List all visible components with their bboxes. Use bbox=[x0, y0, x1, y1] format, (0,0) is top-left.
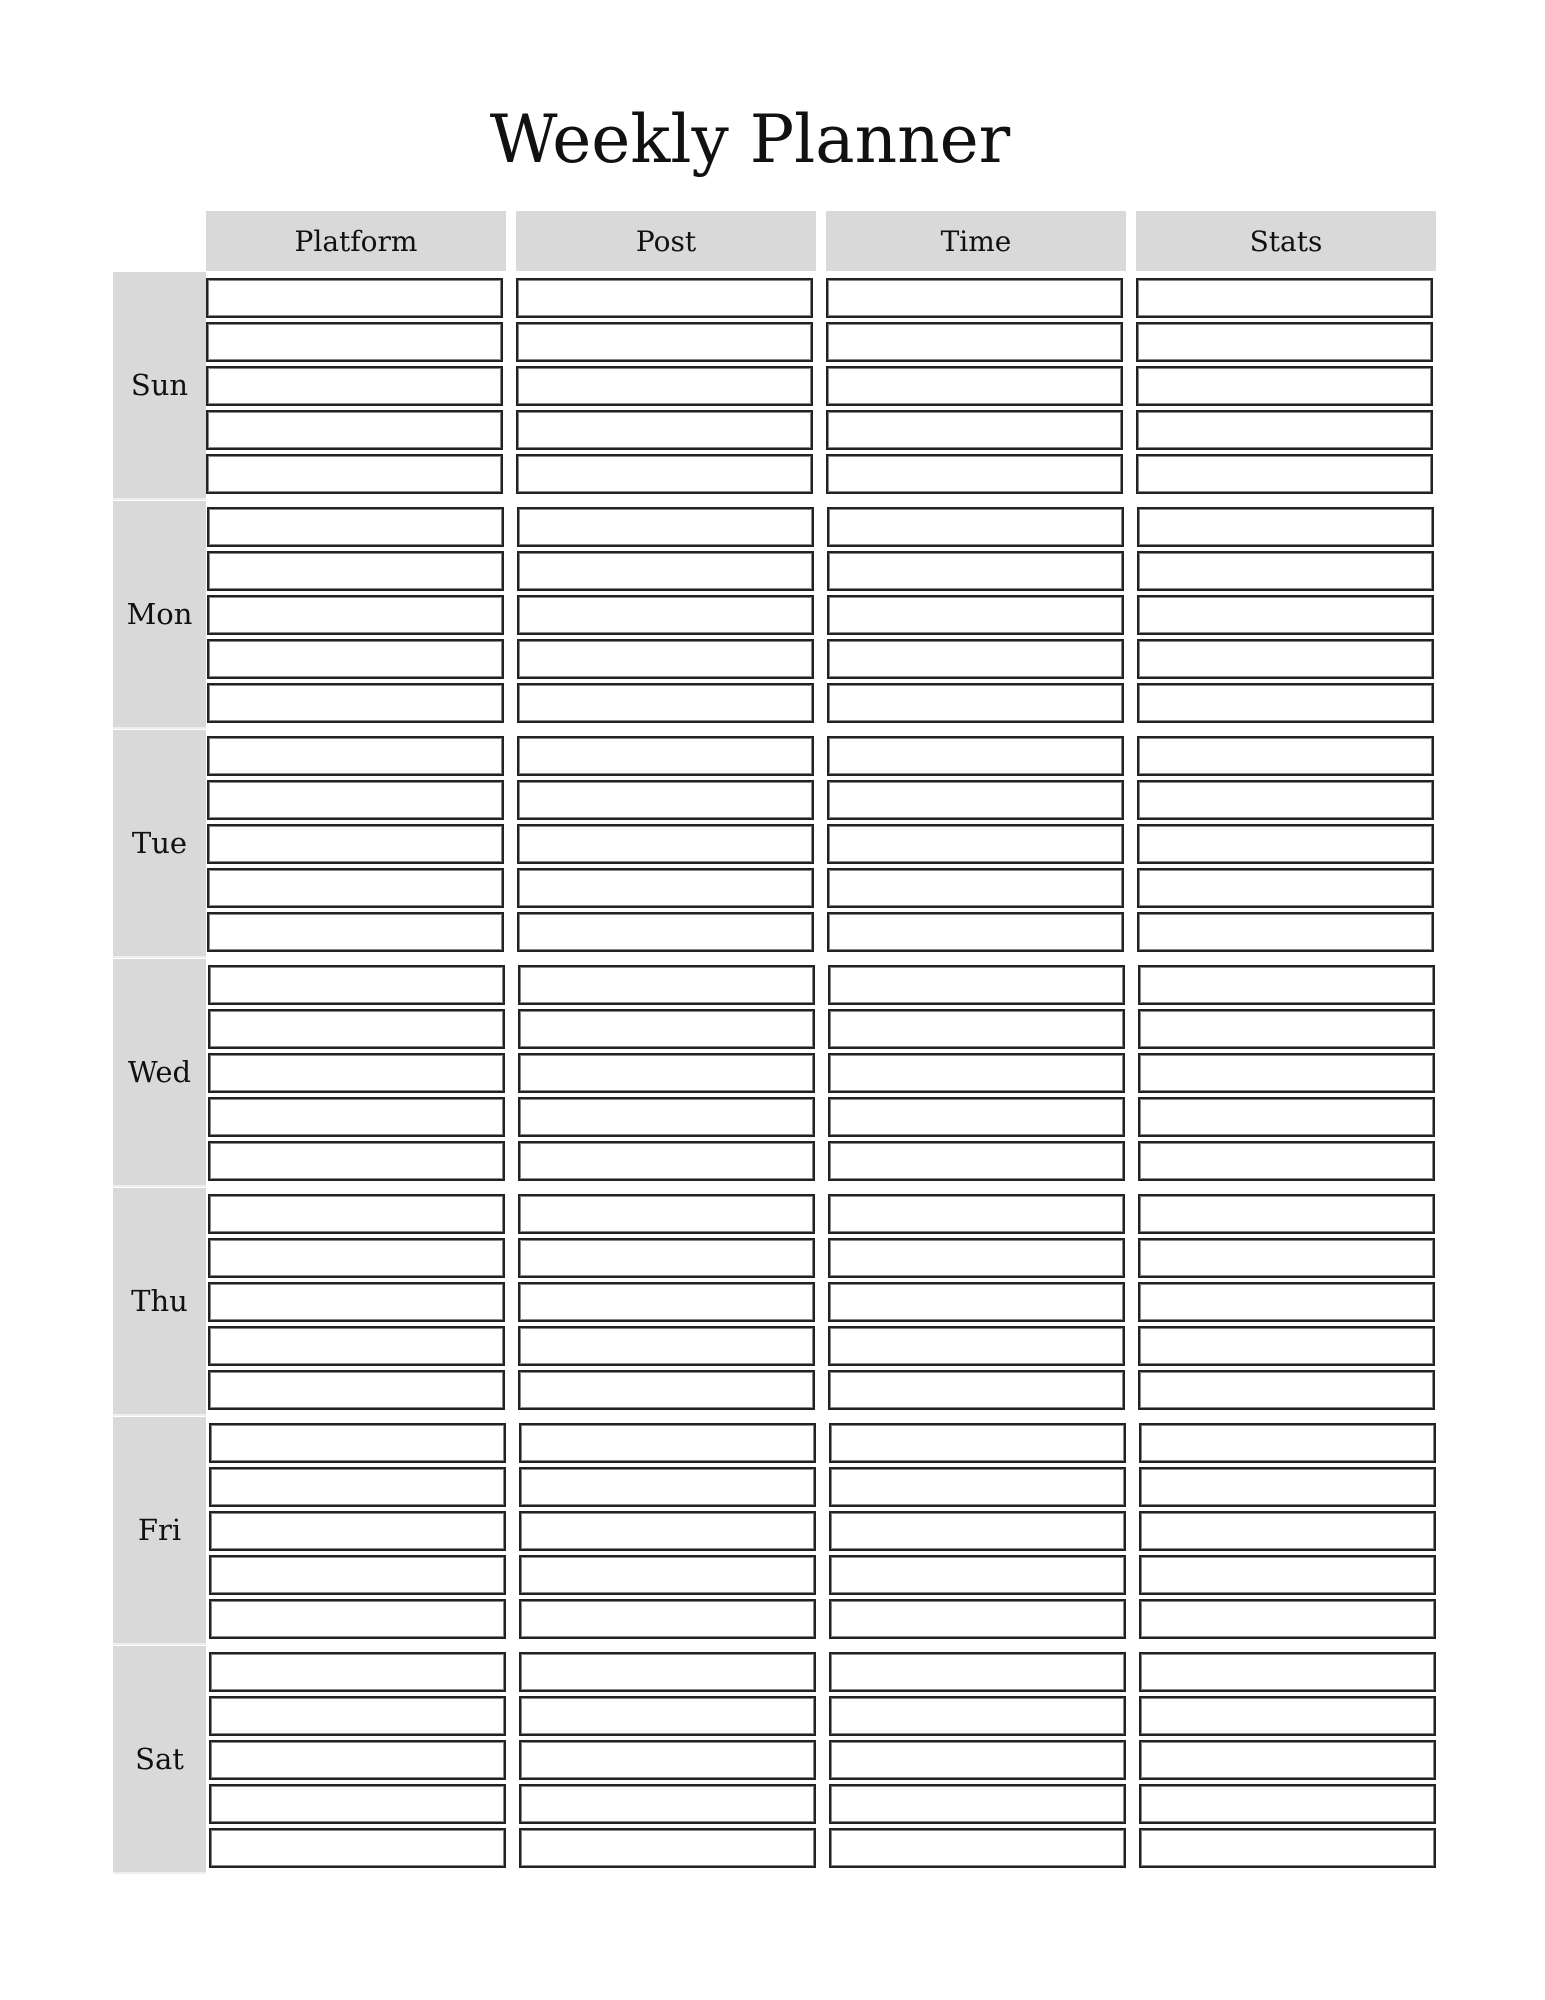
entry-field-mon-stats[interactable] bbox=[1137, 683, 1434, 723]
entry-field-fri-time[interactable] bbox=[829, 1423, 1126, 1463]
entry-field-sun-platform[interactable] bbox=[206, 454, 503, 494]
entry-field-thu-post[interactable] bbox=[518, 1194, 815, 1234]
entry-field-mon-platform[interactable] bbox=[207, 683, 504, 723]
entry-field-sun-post[interactable] bbox=[516, 410, 813, 450]
day-label-sun: Sun bbox=[113, 272, 206, 500]
entry-field-tue-stats[interactable] bbox=[1137, 780, 1434, 820]
entry-field-fri-time[interactable] bbox=[829, 1467, 1126, 1507]
entry-field-tue-stats[interactable] bbox=[1137, 868, 1434, 908]
entry-field-sun-post[interactable] bbox=[516, 278, 813, 318]
entry-field-fri-stats[interactable] bbox=[1139, 1511, 1436, 1551]
entry-field-thu-time[interactable] bbox=[828, 1194, 1125, 1234]
entry-field-thu-post[interactable] bbox=[518, 1326, 815, 1366]
entry-field-mon-time[interactable] bbox=[827, 683, 1124, 723]
day-label-fri: Fri bbox=[113, 1417, 206, 1645]
entry-field-tue-stats[interactable] bbox=[1137, 912, 1434, 952]
entry-field-sat-time[interactable] bbox=[829, 1652, 1126, 1692]
entry-field-thu-stats[interactable] bbox=[1138, 1370, 1435, 1410]
column-header-stats: Stats bbox=[1136, 211, 1436, 271]
entry-field-mon-time[interactable] bbox=[827, 507, 1124, 547]
entry-field-mon-stats[interactable] bbox=[1137, 595, 1434, 635]
entry-field-sat-stats[interactable] bbox=[1139, 1828, 1436, 1868]
entry-field-thu-time[interactable] bbox=[828, 1370, 1125, 1410]
entry-field-fri-platform[interactable] bbox=[209, 1467, 506, 1507]
entry-field-wed-post[interactable] bbox=[518, 1009, 815, 1049]
entry-field-thu-time[interactable] bbox=[828, 1282, 1125, 1322]
entry-field-thu-post[interactable] bbox=[518, 1238, 815, 1278]
entry-field-fri-stats[interactable] bbox=[1139, 1423, 1436, 1463]
entry-field-wed-time[interactable] bbox=[828, 1053, 1125, 1093]
entry-field-sun-platform[interactable] bbox=[206, 322, 503, 362]
entry-field-sun-stats[interactable] bbox=[1136, 366, 1433, 406]
entry-field-sun-time[interactable] bbox=[826, 410, 1123, 450]
entry-field-mon-post[interactable] bbox=[517, 639, 814, 679]
entry-field-sat-time[interactable] bbox=[829, 1828, 1126, 1868]
entry-field-sun-time[interactable] bbox=[826, 454, 1123, 494]
entry-field-thu-time[interactable] bbox=[828, 1238, 1125, 1278]
entry-field-tue-post[interactable] bbox=[517, 912, 814, 952]
entry-field-thu-platform[interactable] bbox=[208, 1370, 505, 1410]
entry-field-wed-platform[interactable] bbox=[208, 965, 505, 1005]
entry-field-tue-platform[interactable] bbox=[207, 824, 504, 864]
day-label-sat: Sat bbox=[113, 1646, 206, 1874]
entry-field-sun-platform[interactable] bbox=[206, 410, 503, 450]
entry-field-wed-stats[interactable] bbox=[1138, 965, 1435, 1005]
entry-field-mon-platform[interactable] bbox=[207, 551, 504, 591]
day-label-wed: Wed bbox=[113, 959, 206, 1187]
entry-field-wed-platform[interactable] bbox=[208, 1141, 505, 1181]
day-label-mon: Mon bbox=[113, 501, 206, 729]
entry-field-mon-stats[interactable] bbox=[1137, 507, 1434, 547]
entry-field-wed-stats[interactable] bbox=[1138, 1053, 1435, 1093]
entry-field-wed-platform[interactable] bbox=[208, 1053, 505, 1093]
entry-field-sat-post[interactable] bbox=[519, 1828, 816, 1868]
entry-field-tue-time[interactable] bbox=[827, 780, 1124, 820]
entry-field-sun-time[interactable] bbox=[826, 322, 1123, 362]
entry-field-wed-stats[interactable] bbox=[1138, 1097, 1435, 1137]
entry-field-thu-platform[interactable] bbox=[208, 1326, 505, 1366]
entry-field-sun-stats[interactable] bbox=[1136, 322, 1433, 362]
entry-field-sun-time[interactable] bbox=[826, 278, 1123, 318]
entry-field-thu-stats[interactable] bbox=[1138, 1194, 1435, 1234]
entry-field-tue-post[interactable] bbox=[517, 780, 814, 820]
entry-field-wed-time[interactable] bbox=[828, 1141, 1125, 1181]
entry-field-thu-post[interactable] bbox=[518, 1282, 815, 1322]
entry-field-mon-post[interactable] bbox=[517, 551, 814, 591]
entry-field-wed-post[interactable] bbox=[518, 1053, 815, 1093]
entry-field-tue-time[interactable] bbox=[827, 912, 1124, 952]
entry-field-mon-post[interactable] bbox=[517, 683, 814, 723]
entry-field-wed-platform[interactable] bbox=[208, 1009, 505, 1049]
entry-field-fri-post[interactable] bbox=[519, 1467, 816, 1507]
entry-field-sun-time[interactable] bbox=[826, 366, 1123, 406]
entry-field-fri-post[interactable] bbox=[519, 1511, 816, 1551]
entry-field-mon-platform[interactable] bbox=[207, 595, 504, 635]
entry-field-sun-stats[interactable] bbox=[1136, 410, 1433, 450]
entry-field-wed-time[interactable] bbox=[828, 965, 1125, 1005]
entry-field-mon-platform[interactable] bbox=[207, 507, 504, 547]
entry-field-tue-platform[interactable] bbox=[207, 912, 504, 952]
entry-field-mon-time[interactable] bbox=[827, 551, 1124, 591]
entry-field-wed-platform[interactable] bbox=[208, 1097, 505, 1137]
entry-field-fri-stats[interactable] bbox=[1139, 1467, 1436, 1507]
entry-field-sat-post[interactable] bbox=[519, 1652, 816, 1692]
entry-field-sun-platform[interactable] bbox=[206, 278, 503, 318]
column-header-platform: Platform bbox=[206, 211, 506, 271]
entry-field-sun-post[interactable] bbox=[516, 454, 813, 494]
entry-field-thu-platform[interactable] bbox=[208, 1282, 505, 1322]
entry-field-mon-time[interactable] bbox=[827, 639, 1124, 679]
entry-field-thu-platform[interactable] bbox=[208, 1238, 505, 1278]
entry-field-fri-time[interactable] bbox=[829, 1599, 1126, 1639]
entry-field-wed-stats[interactable] bbox=[1138, 1009, 1435, 1049]
entry-field-sat-stats[interactable] bbox=[1139, 1696, 1436, 1736]
entry-field-sat-stats[interactable] bbox=[1139, 1652, 1436, 1692]
entry-field-fri-post[interactable] bbox=[519, 1423, 816, 1463]
entry-field-tue-platform[interactable] bbox=[207, 780, 504, 820]
entry-field-thu-time[interactable] bbox=[828, 1326, 1125, 1366]
entry-field-wed-stats[interactable] bbox=[1138, 1141, 1435, 1181]
entry-field-mon-post[interactable] bbox=[517, 507, 814, 547]
entry-field-sat-platform[interactable] bbox=[209, 1696, 506, 1736]
entry-field-tue-time[interactable] bbox=[827, 824, 1124, 864]
entry-field-tue-post[interactable] bbox=[517, 868, 814, 908]
entry-field-mon-time[interactable] bbox=[827, 595, 1124, 635]
entry-field-tue-stats[interactable] bbox=[1137, 736, 1434, 776]
column-header-post: Post bbox=[516, 211, 816, 271]
entry-field-thu-stats[interactable] bbox=[1138, 1238, 1435, 1278]
entry-field-thu-platform[interactable] bbox=[208, 1194, 505, 1234]
entry-field-mon-stats[interactable] bbox=[1137, 639, 1434, 679]
entry-field-fri-platform[interactable] bbox=[209, 1511, 506, 1551]
entry-field-fri-time[interactable] bbox=[829, 1511, 1126, 1551]
entry-field-wed-post[interactable] bbox=[518, 965, 815, 1005]
entry-field-tue-stats[interactable] bbox=[1137, 824, 1434, 864]
entry-field-sat-post[interactable] bbox=[519, 1696, 816, 1736]
entry-field-sun-post[interactable] bbox=[516, 366, 813, 406]
entry-field-tue-platform[interactable] bbox=[207, 736, 504, 776]
entry-field-sat-time[interactable] bbox=[829, 1740, 1126, 1780]
day-label-tue: Tue bbox=[113, 730, 206, 958]
entry-field-wed-time[interactable] bbox=[828, 1009, 1125, 1049]
entry-field-tue-time[interactable] bbox=[827, 736, 1124, 776]
entry-field-sat-platform[interactable] bbox=[209, 1740, 506, 1780]
entry-field-fri-platform[interactable] bbox=[209, 1423, 506, 1463]
entry-field-sat-stats[interactable] bbox=[1139, 1784, 1436, 1824]
entry-field-thu-stats[interactable] bbox=[1138, 1326, 1435, 1366]
entry-field-sun-stats[interactable] bbox=[1136, 454, 1433, 494]
entry-field-sun-stats[interactable] bbox=[1136, 278, 1433, 318]
entry-field-tue-platform[interactable] bbox=[207, 868, 504, 908]
entry-field-sat-platform[interactable] bbox=[209, 1784, 506, 1824]
entry-field-sat-stats[interactable] bbox=[1139, 1740, 1436, 1780]
entry-field-mon-stats[interactable] bbox=[1137, 551, 1434, 591]
entry-field-fri-post[interactable] bbox=[519, 1599, 816, 1639]
entry-field-sat-time[interactable] bbox=[829, 1696, 1126, 1736]
entry-field-fri-stats[interactable] bbox=[1139, 1599, 1436, 1639]
page-title: Weekly Planner bbox=[489, 101, 1011, 178]
entry-field-sun-platform[interactable] bbox=[206, 366, 503, 406]
entry-field-sat-platform[interactable] bbox=[209, 1652, 506, 1692]
entry-field-tue-post[interactable] bbox=[517, 736, 814, 776]
entry-field-fri-post[interactable] bbox=[519, 1555, 816, 1595]
entry-field-thu-post[interactable] bbox=[518, 1370, 815, 1410]
entry-field-fri-time[interactable] bbox=[829, 1555, 1126, 1595]
entry-field-fri-platform[interactable] bbox=[209, 1555, 506, 1595]
entry-field-sat-platform[interactable] bbox=[209, 1828, 506, 1868]
entry-field-fri-platform[interactable] bbox=[209, 1599, 506, 1639]
day-label-thu: Thu bbox=[113, 1188, 206, 1416]
entry-field-fri-stats[interactable] bbox=[1139, 1555, 1436, 1595]
entry-field-sun-post[interactable] bbox=[516, 322, 813, 362]
entry-field-sat-post[interactable] bbox=[519, 1784, 816, 1824]
entry-field-mon-platform[interactable] bbox=[207, 639, 504, 679]
entry-field-sat-post[interactable] bbox=[519, 1740, 816, 1780]
entry-field-wed-post[interactable] bbox=[518, 1097, 815, 1137]
entry-field-tue-post[interactable] bbox=[517, 824, 814, 864]
entry-field-tue-time[interactable] bbox=[827, 868, 1124, 908]
column-header-time: Time bbox=[826, 211, 1126, 271]
entry-field-wed-post[interactable] bbox=[518, 1141, 815, 1181]
entry-field-thu-stats[interactable] bbox=[1138, 1282, 1435, 1322]
entry-field-wed-time[interactable] bbox=[828, 1097, 1125, 1137]
entry-field-sat-time[interactable] bbox=[829, 1784, 1126, 1824]
entry-field-mon-post[interactable] bbox=[517, 595, 814, 635]
